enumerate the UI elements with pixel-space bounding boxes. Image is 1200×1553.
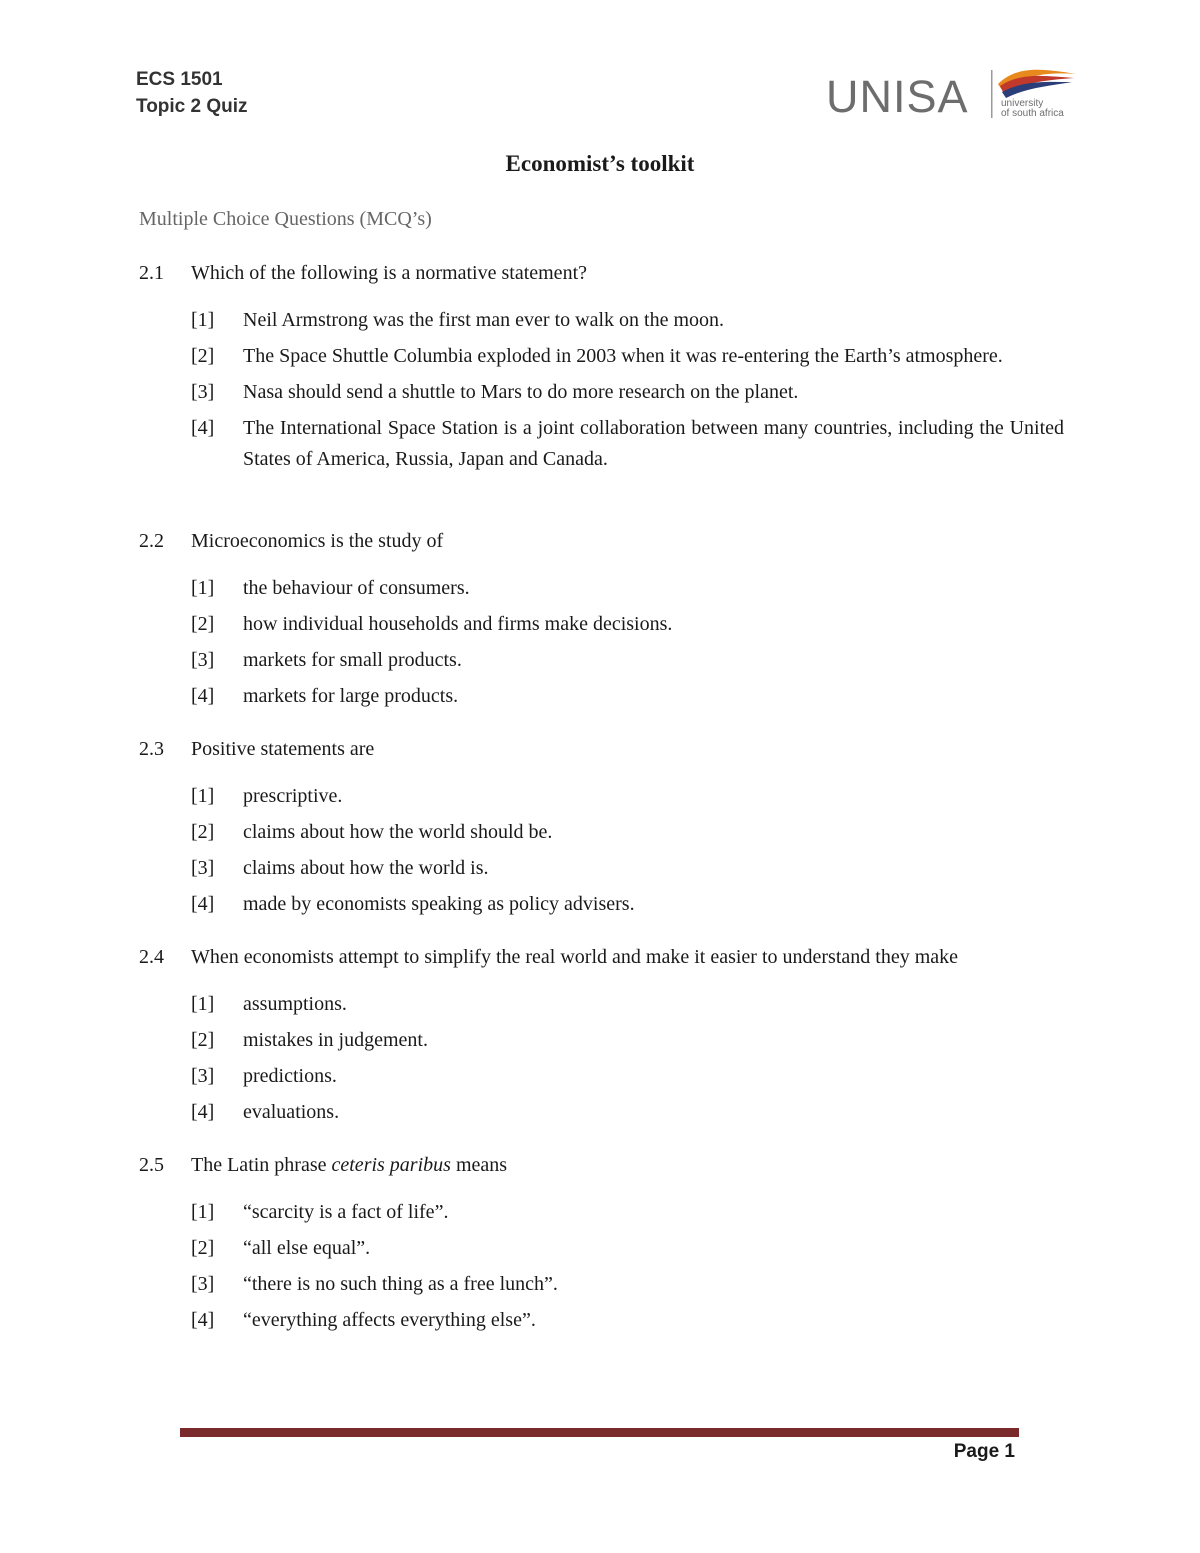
- question-2-2: [139, 527, 1064, 717]
- options-list: [139, 781, 1064, 920]
- document-title: Economist’s toolkit: [505, 151, 695, 176]
- option-item: [139, 1305, 1064, 1336]
- options-list: [139, 305, 1064, 475]
- option-label: [1]: [191, 993, 215, 1015]
- footer-divider-bar: [180, 1428, 1019, 1437]
- option-label: [2]: [191, 1237, 215, 1259]
- option-text: predictions.: [243, 1065, 337, 1087]
- options-list: [139, 989, 1064, 1128]
- option-label: [1]: [191, 1201, 215, 1223]
- option-text: “there is no such thing as a free lunch”.: [243, 1273, 558, 1295]
- option-item: [139, 609, 1064, 640]
- option-label: [4]: [191, 1101, 215, 1123]
- latin-phrase: ceteris paribus: [331, 1154, 451, 1176]
- option-item: [139, 1025, 1064, 1056]
- option-text: markets for large products.: [243, 685, 459, 707]
- option-item: [139, 817, 1064, 848]
- option-text: claims about how the world is.: [243, 857, 489, 879]
- question-text: Which of the following is a normative statement?: [191, 262, 587, 284]
- option-item: [139, 889, 1064, 920]
- question-2-3: [139, 735, 1064, 925]
- option-item: [139, 573, 1064, 604]
- question-number: 2.3: [139, 738, 164, 760]
- option-text: The International Space Station is a joint collaboration between many countries, including the United States of America, Russia, Japan and Canada.: [243, 417, 1064, 470]
- options-list: [139, 1197, 1064, 1336]
- question-text: [191, 1151, 1064, 1179]
- option-text: Neil Armstrong was the first man ever to walk on the moon.: [243, 309, 725, 331]
- option-text: made by economists speaking as policy advisers.: [243, 893, 635, 915]
- question-number: 2.2: [139, 530, 164, 552]
- option-item: [139, 341, 1064, 372]
- option-label: [2]: [191, 821, 215, 843]
- page-number: Page 1: [953, 1441, 1015, 1462]
- option-item: [139, 853, 1064, 884]
- logo-tagline-1: university: [1001, 98, 1044, 109]
- option-label: [4]: [191, 893, 215, 915]
- option-text: “all else equal”.: [243, 1237, 371, 1259]
- option-text: prescriptive.: [243, 785, 343, 807]
- option-item: [139, 1197, 1064, 1228]
- option-label: [3]: [191, 649, 215, 671]
- option-text: the behaviour of consumers.: [243, 577, 470, 599]
- option-text: mistakes in judgement.: [243, 1029, 428, 1051]
- option-text: markets for small products.: [243, 649, 462, 671]
- option-item: [139, 1097, 1064, 1128]
- question-2-5: [139, 1151, 1064, 1341]
- option-label: [3]: [191, 1273, 215, 1295]
- option-label: [2]: [191, 1029, 215, 1051]
- option-label: [1]: [191, 785, 215, 807]
- option-label: [4]: [191, 685, 215, 707]
- question-2-4: [139, 943, 1064, 1133]
- option-item: [139, 1233, 1064, 1264]
- option-text: how individual households and firms make decisions.: [243, 613, 673, 635]
- options-list: [139, 573, 1064, 712]
- logo-wordmark: UNISA: [826, 71, 969, 122]
- option-item: [139, 989, 1064, 1020]
- option-text: “scarcity is a fact of life”.: [243, 1201, 449, 1223]
- section-heading: Multiple Choice Questions (MCQ’s): [139, 208, 432, 230]
- header-course-info: [136, 66, 248, 120]
- question-2-1: [139, 259, 1064, 480]
- option-label: [3]: [191, 1065, 215, 1087]
- option-text: The Space Shuttle Columbia exploded in 2003 when it was re-entering the Earth’s atmosphere.: [243, 345, 1003, 367]
- question-text: Positive statements are: [191, 738, 375, 760]
- question-text: When economists attempt to simplify the real world and make it easier to understand they make: [191, 946, 959, 968]
- question-number: 2.1: [139, 262, 164, 284]
- unisa-logo: [826, 62, 1082, 126]
- option-item: [139, 1269, 1064, 1300]
- option-item: [139, 645, 1064, 676]
- logo-divider: [991, 70, 993, 118]
- option-label: [1]: [191, 577, 215, 599]
- option-text: Nasa should send a shuttle to Mars to do more research on the planet.: [243, 381, 799, 403]
- option-label: [1]: [191, 309, 215, 331]
- quiz-subtitle: Topic 2 Quiz: [136, 96, 248, 117]
- option-item: [139, 377, 1064, 408]
- option-label: [4]: [191, 417, 215, 439]
- option-label: [4]: [191, 1309, 215, 1331]
- option-text: assumptions.: [243, 993, 347, 1015]
- option-item: [139, 413, 1064, 475]
- option-label: [3]: [191, 857, 215, 879]
- option-item: [139, 1061, 1064, 1092]
- option-text: claims about how the world should be.: [243, 821, 553, 843]
- logo-tagline-2: of south africa: [1001, 108, 1064, 119]
- question-text-before: The Latin phrase: [191, 1154, 332, 1176]
- course-code: ECS 1501: [136, 69, 223, 90]
- option-label: [3]: [191, 381, 215, 403]
- option-item: [139, 781, 1064, 812]
- option-item: [139, 681, 1064, 712]
- question-number: 2.5: [139, 1154, 164, 1176]
- question-text-after: means: [450, 1154, 508, 1176]
- option-label: [2]: [191, 613, 215, 635]
- question-text: Microeconomics is the study of: [191, 530, 444, 552]
- option-text: evaluations.: [243, 1101, 340, 1123]
- option-item: [139, 305, 1064, 336]
- option-label: [2]: [191, 345, 215, 367]
- option-text: “everything affects everything else”.: [243, 1309, 536, 1331]
- question-number: 2.4: [139, 946, 164, 968]
